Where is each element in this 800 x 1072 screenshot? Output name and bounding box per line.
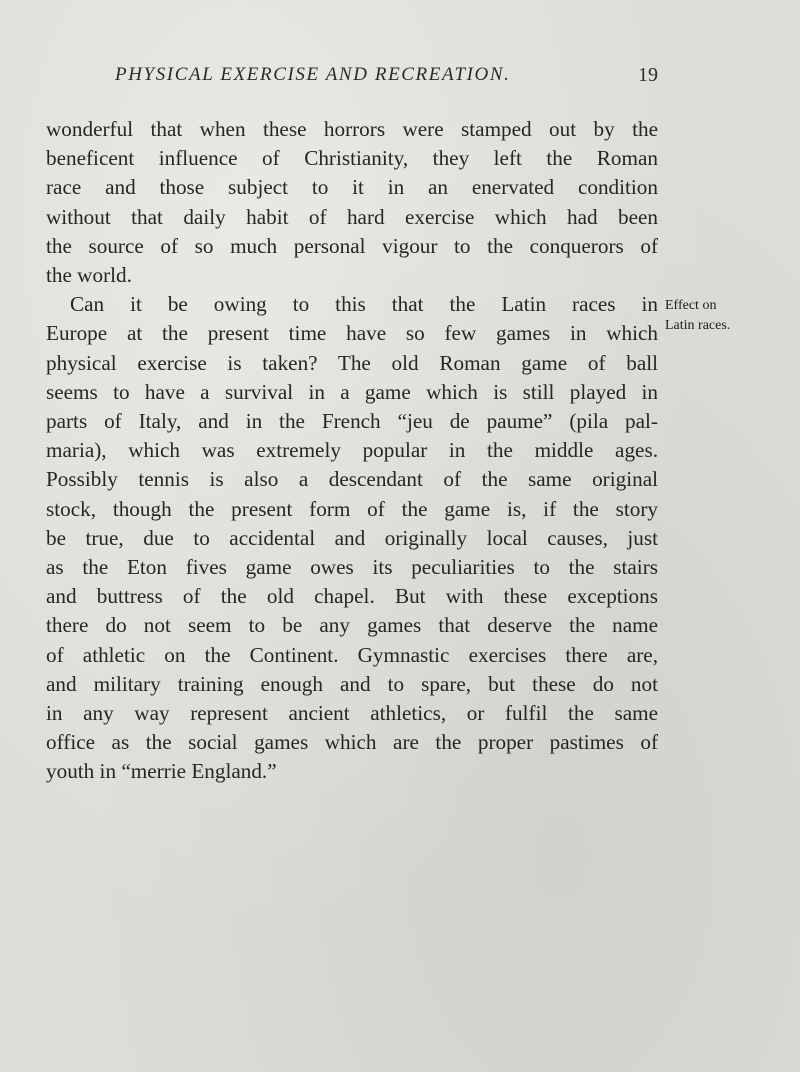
- margin-note-line: Latin races.: [665, 318, 731, 333]
- text-line: parts of Italy, and in the French “jeu de paume” (pila pal-: [46, 409, 658, 434]
- margin-note: [665, 296, 785, 336]
- text-line: seems to have a survival in a game which is still played in: [46, 379, 658, 404]
- text-line: be true, due to accidental and originally local causes, just: [46, 525, 658, 550]
- text-line: without that daily habit of hard exercise which had been: [46, 204, 658, 229]
- text-line: wonderful that when these horrors were stamped out by the: [46, 117, 658, 141]
- text-line: office as the social games which are the proper pastimes of: [46, 730, 658, 755]
- text-line: as the Eton fives game owes its peculiarities to the stairs: [46, 555, 658, 580]
- text-line: in any way represent ancient athletics, or fulfil the same: [46, 701, 658, 726]
- body-text: [46, 115, 658, 787]
- running-title: PHYSICAL EXERCISE AND RECREATION.: [115, 64, 511, 85]
- text-line: of athletic on the Continent. Gymnastic exercises there are,: [46, 642, 658, 667]
- text-line: Can it be owing to this that the Latin races in: [70, 292, 658, 317]
- text-line: race and those subject to it in an enervated condition: [46, 175, 658, 200]
- text-line: maria), which was extremely popular in the middle ages.: [46, 438, 658, 463]
- running-head: [0, 60, 800, 90]
- text-line: beneficent influence of Christianity, they left the Roman: [46, 146, 658, 171]
- paragraph-2: [46, 290, 658, 786]
- text-line: physical exercise is taken? The old Roman game of ball: [46, 350, 658, 375]
- paragraph-1: [46, 115, 658, 290]
- text-line: Europe at the present time have so few games in which: [46, 321, 658, 346]
- text-line: Possibly tennis is also a descendant of the same original: [46, 467, 658, 492]
- text-line: and buttress of the old chapel. But with these exceptions: [46, 584, 658, 609]
- margin-note-line: Effect on: [665, 298, 717, 313]
- text-line: youth in “merrie England.”: [46, 759, 277, 784]
- text-line: the source of so much personal vigour to the conquerors of: [46, 233, 658, 258]
- text-line: and military training enough and to spare, but these do not: [46, 671, 658, 696]
- text-line: stock, though the present form of the game is, if the story: [46, 496, 658, 521]
- text-line: there do not seem to be any games that deserve the name: [46, 613, 658, 638]
- page-number: 19: [638, 64, 658, 86]
- text-line: the world.: [46, 263, 132, 288]
